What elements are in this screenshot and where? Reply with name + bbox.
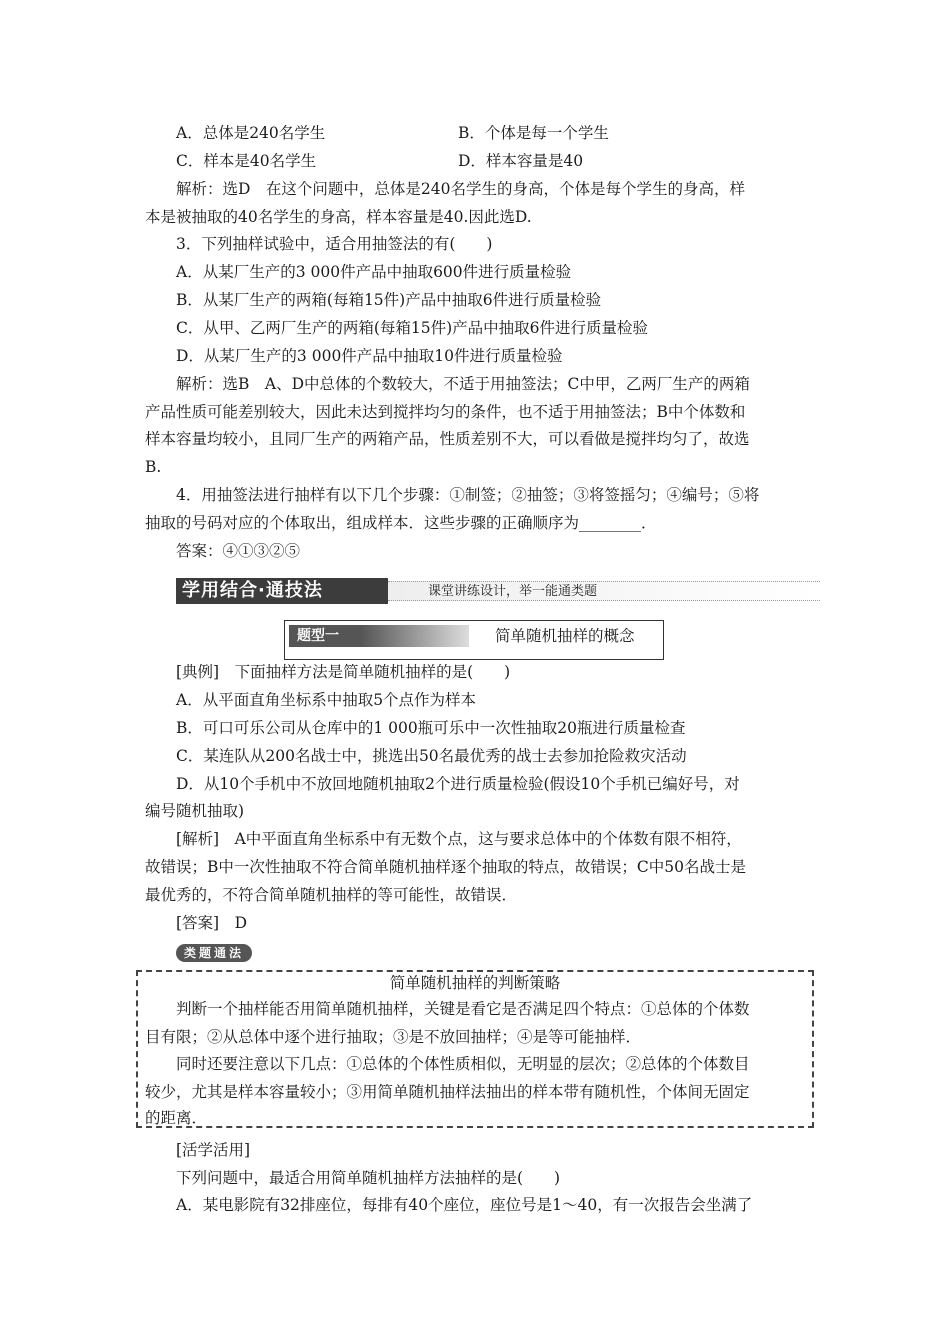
option-b: B．个体是每一个学生 <box>458 124 609 142</box>
option-a: A．总体是240名学生 <box>176 124 326 142</box>
option-b: B．可口可乐公司从仓库中的1 000瓶可乐中一次性抽取20瓶进行质量检查 <box>176 719 686 737</box>
analysis-line: 故错误；B中一次性抽取不符合简单随机抽样逐个抽取的特点，故错误；C中50名战士是 <box>145 858 746 876</box>
option-d: D．样本容量是40 <box>458 152 584 170</box>
analysis-line: 解析：选D 在这个问题中，总体是240名学生的身高，个体是每个学生的身高，样 <box>176 180 746 198</box>
analysis-line: 本是被抽取的40名学生的身高，样本容量是40.因此选D. <box>145 208 532 226</box>
option-a: A．从平面直角坐标系中抽取5个点作为样本 <box>176 691 477 709</box>
option-c: C．某连队从200名战士中，挑选出50名最优秀的战士去参加抢险救灾活动 <box>176 747 687 765</box>
question-stem: 4．用抽签法进行抽样有以下几个步骤：①制签；②抽签；③将签摇匀；④编号；⑤将 <box>176 486 760 504</box>
practice-stem: 下列问题中，最适合用简单随机抽样方法抽样的是( ) <box>176 1169 561 1187</box>
option-c: C．样本是40名学生 <box>176 152 317 170</box>
type-tag: 题型一 <box>289 625 469 647</box>
method-line: 的距离． <box>145 1109 208 1127</box>
analysis-line: [解析] A中平面直角坐标系中有无数个点，这与要求总体中的个体数有限不相符， <box>176 830 742 848</box>
analysis-line: 产品性质可能差别较大，因此未达到搅拌均匀的条件，也不适于用抽签法；B中个体数和 <box>145 403 746 421</box>
practice-label: [活学活用] <box>176 1141 251 1159</box>
analysis-line: 最优秀的，不符合简单随机抽样的等可能性，故错误． <box>145 886 518 904</box>
type-title: 简单随机抽样的概念 <box>495 627 635 645</box>
analysis-line: 样本容量均较小，且同厂生产的两箱产品，性质差别不大，可以看做是搅拌均匀了，故选 <box>145 430 750 448</box>
option-d-continued: 编号随机抽取) <box>145 802 245 820</box>
question-stem: 抽取的号码对应的个体取出，组成样本．这些步骤的正确顺序为________． <box>145 514 657 532</box>
analysis-line: 解析：选B A、D中总体的个数较大，不适于用抽签法；C中甲，乙两厂生产的两箱 <box>176 375 750 393</box>
option-d: D．从10个手机中不放回地随机抽取2个进行质量检验(假设10个手机已编好号，对 <box>176 775 740 793</box>
section-banner <box>176 578 820 604</box>
question-stem: 3．下列抽样试验中，适合用抽签法的有( ) <box>176 235 493 253</box>
answer-line: 答案：④①③②⑤ <box>176 542 301 560</box>
method-title: 简单随机抽样的判断策略 <box>389 974 561 992</box>
example-stem: [典例] 下面抽样方法是简单随机抽样的是( ) <box>176 663 511 681</box>
option-a: A．某电影院有32排座位，每排有40个座位，座位号是1～40，有一次报告会坐满了 <box>176 1196 753 1214</box>
method-line: 判断一个抽样能否用简单随机抽样，关键是看它是否满足四个特点：①总体的个体数 <box>176 1000 750 1018</box>
analysis-line: B. <box>145 458 162 476</box>
question-type-box <box>284 620 664 660</box>
banner-subtitle: 课堂讲练设计，举一能通类题 <box>388 581 820 601</box>
answer-line: [答案] D <box>176 914 248 932</box>
option-a: A．从某厂生产的3 000件产品中抽取600件进行质量检验 <box>176 263 572 281</box>
method-line: 较少，尤其是样本容量较小；③用简单随机抽样法抽出的样本带有随机性，个体间无固定 <box>145 1083 750 1101</box>
method-line: 同时还要注意以下几点：①总体的个体性质相似，无明显的层次；②总体的个体数目 <box>176 1055 750 1073</box>
method-pill: 类题通法 <box>176 944 252 962</box>
method-line: 目有限；②从总体中逐个进行抽取；③是不放回抽样；④是等可能抽样． <box>145 1028 642 1046</box>
option-c: C．从甲、乙两厂生产的两箱(每箱15件)产品中抽取6件进行质量检验 <box>176 319 649 337</box>
option-d: D．从某厂生产的3 000件产品中抽取10件进行质量检验 <box>176 347 563 365</box>
banner-title: 学用结合·通技法 <box>176 578 388 604</box>
option-b: B．从某厂生产的两箱(每箱15件)产品中抽取6件进行质量检验 <box>176 291 602 309</box>
